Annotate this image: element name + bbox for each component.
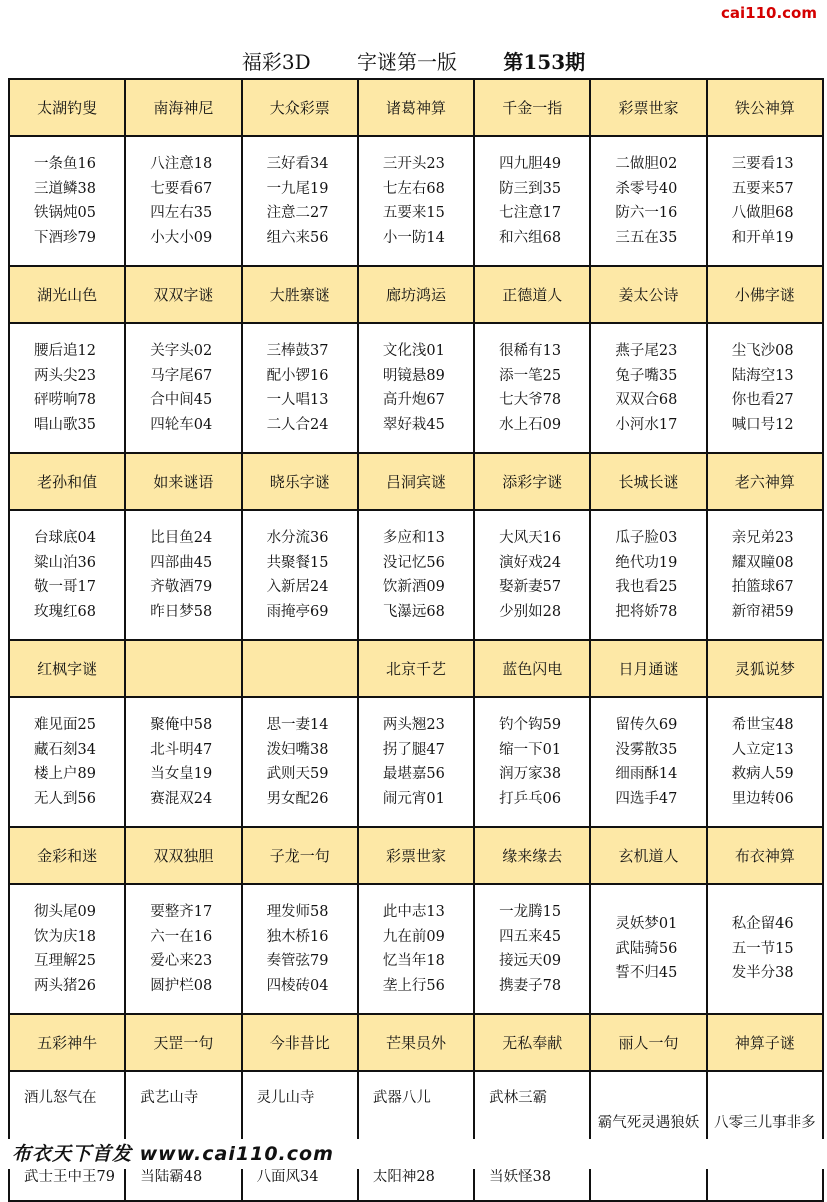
riddle-line: 添一笔25 — [499, 367, 562, 384]
riddle-lines — [126, 900, 240, 998]
riddle-poem — [126, 1086, 240, 1186]
riddle-line: 兔子嘴35 — [615, 367, 678, 384]
riddle-lines — [359, 339, 473, 437]
riddle-line: 聚俺中58 — [150, 717, 213, 733]
riddle-line: 要整齐17 — [150, 904, 213, 920]
riddle-line: 把将娇78 — [615, 603, 678, 620]
riddle-cell — [125, 697, 241, 827]
riddle-line: 台球底04 — [34, 530, 96, 546]
riddle-line: 打乒乓06 — [499, 790, 562, 807]
riddle-poem — [359, 1086, 473, 1186]
column-author: 南海神尼 — [125, 79, 241, 136]
riddle-line: 八注意18 — [150, 156, 213, 172]
column-author: 晓乐字谜 — [242, 453, 358, 510]
riddle-line: 齐敬酒79 — [150, 579, 213, 595]
riddle-cell — [242, 1071, 358, 1201]
riddle-line: 细雨酥14 — [615, 766, 678, 782]
riddle-line: 没雾散35 — [615, 741, 678, 758]
riddle-line: 耀双瞳08 — [731, 554, 794, 571]
riddle-cell — [9, 136, 125, 266]
column-author: 吕洞宾谜 — [358, 453, 474, 510]
riddle-line: 尘飞沙08 — [731, 343, 794, 359]
riddle-line: 一龙腾15 — [499, 904, 562, 920]
riddle-lines — [475, 713, 589, 811]
riddle-line: 拍篮球67 — [731, 579, 794, 595]
header-row — [9, 640, 823, 697]
riddle-line: 两头猪26 — [34, 977, 96, 994]
riddle-line: 雨掩亭69 — [266, 603, 329, 620]
riddle-cell — [474, 510, 590, 640]
riddle-line: 接远天09 — [499, 953, 562, 969]
riddle-cell — [707, 510, 823, 640]
column-author: 双双字谜 — [125, 266, 241, 323]
riddle-line: 娶新妻57 — [499, 579, 562, 595]
riddle-line: 三好看34 — [266, 156, 329, 172]
riddle-line: 九在前09 — [382, 928, 445, 945]
riddle-line: 瓜子脸03 — [615, 530, 678, 546]
column-author: 老六神算 — [707, 453, 823, 510]
riddle-line: 发半分38 — [731, 965, 794, 982]
column-author: 廊坊鸿运 — [358, 266, 474, 323]
riddle-line: 我也看25 — [615, 579, 678, 595]
riddle-line: 七注意17 — [499, 205, 562, 221]
riddle-cell — [9, 510, 125, 640]
riddle-line: 润万家38 — [499, 766, 562, 782]
riddle-line: 垄上行56 — [382, 977, 445, 994]
riddle-line: 当陆霸48 — [140, 1169, 203, 1185]
riddle-row — [9, 136, 823, 266]
riddle-line: 赛混双24 — [150, 790, 213, 807]
riddle-line: 飞瀑远68 — [382, 603, 445, 620]
column-author: 金彩和迷 — [9, 827, 125, 884]
riddle-cell — [474, 1071, 590, 1201]
riddle-line: 武则天59 — [266, 766, 329, 782]
riddle-line: 八做胆68 — [731, 205, 794, 221]
header-row — [9, 266, 823, 323]
riddle-line: 配小锣16 — [266, 367, 329, 384]
riddle-line: 没记忆56 — [382, 554, 445, 571]
riddle-line: 灵儿山寺 — [256, 1090, 315, 1106]
riddle-cell — [474, 136, 590, 266]
title-product: 福彩3D — [241, 50, 311, 74]
header-row — [9, 1014, 823, 1071]
riddle-lines — [243, 713, 357, 811]
riddle-line: 武士王中王79 — [24, 1169, 115, 1185]
riddle-line: 二人合24 — [266, 416, 329, 433]
column-author: 太湖钓叟 — [9, 79, 125, 136]
riddle-row — [9, 884, 823, 1014]
column-author: 姜太公诗 — [590, 266, 706, 323]
riddle-cell — [358, 510, 474, 640]
riddle-line: 当女皇19 — [150, 766, 213, 782]
riddle-line: 最堪嘉56 — [382, 766, 445, 782]
riddle-line: 燕子尾23 — [615, 343, 678, 359]
riddle-line: 八面风34 — [256, 1169, 319, 1185]
column-author: 彩票世家 — [590, 79, 706, 136]
riddle-cell — [707, 136, 823, 266]
column-author: 子龙一句 — [242, 827, 358, 884]
riddle-cell — [242, 884, 358, 1014]
column-author: 缘来缘去 — [474, 827, 590, 884]
riddle-line: 四左右35 — [150, 205, 213, 221]
riddle-line: 彻头尾09 — [34, 904, 96, 920]
site-logo: cai110.com — [721, 4, 817, 22]
riddle-lines — [591, 526, 705, 624]
riddle-lines — [591, 152, 705, 250]
title-issue: 第153期 — [503, 50, 586, 74]
riddle-cell — [9, 884, 125, 1014]
riddle-poem — [475, 1086, 589, 1186]
column-author: 芒果员外 — [358, 1014, 474, 1071]
column-author: 无私奉献 — [474, 1014, 590, 1071]
column-author: 大众彩票 — [242, 79, 358, 136]
riddle-line: 缩一下01 — [499, 741, 562, 758]
riddle-row — [9, 323, 823, 453]
riddle-line: 救病人59 — [731, 766, 794, 782]
riddle-line: 入新居24 — [266, 579, 329, 595]
riddle-line: 四部曲45 — [150, 554, 213, 571]
footer-banner: 布衣天下首发 www.cai110.com — [0, 1139, 827, 1169]
riddle-line: 三要看13 — [731, 156, 794, 172]
riddle-line: 七大爷78 — [499, 392, 562, 408]
riddle-line: 四轮车04 — [150, 416, 213, 433]
riddle-lines — [708, 526, 822, 624]
riddle-lines — [10, 339, 124, 437]
riddle-line: 七要看67 — [150, 180, 213, 197]
riddle-row — [9, 697, 823, 827]
riddle-line: 奏管弦79 — [266, 953, 329, 969]
riddle-line: 理发师58 — [266, 904, 329, 920]
column-author: 蓝色闪电 — [474, 640, 590, 697]
riddle-lines — [708, 152, 822, 250]
column-author: 长城长谜 — [590, 453, 706, 510]
riddle-line: 楼上户89 — [34, 766, 96, 782]
riddle-line: 二做胆02 — [615, 156, 678, 172]
riddle-lines — [10, 900, 124, 998]
riddle-line: 防三到35 — [499, 180, 562, 197]
column-author: 双双独胆 — [125, 827, 241, 884]
riddle-line: 七左右68 — [382, 180, 445, 197]
riddle-line: 喊口号12 — [731, 416, 794, 433]
riddle-lines — [475, 900, 589, 998]
column-author: 湖光山色 — [9, 266, 125, 323]
title-edition: 字谜第一版 — [357, 50, 457, 74]
riddle-poem — [243, 1086, 357, 1186]
riddle-line: 绝代功19 — [615, 554, 678, 571]
column-author: 灵狐说梦 — [707, 640, 823, 697]
riddle-line: 一人唱13 — [266, 392, 329, 408]
riddle-line: 共聚餐15 — [266, 554, 329, 571]
riddle-line: 三开头23 — [382, 156, 445, 172]
riddle-line: 互理解25 — [34, 953, 96, 969]
column-author: 老孙和值 — [9, 453, 125, 510]
riddle-line: 藏石刻34 — [34, 741, 96, 758]
riddle-line: 难见面25 — [34, 717, 96, 733]
riddle-lines — [126, 152, 240, 250]
riddle-cell — [242, 697, 358, 827]
riddle-line: 爱心来23 — [150, 953, 213, 969]
riddle-line: 两头翘23 — [382, 717, 445, 733]
riddle-line: 敬一哥17 — [34, 579, 96, 595]
riddle-line: 下酒珍79 — [34, 229, 96, 246]
riddle-line: 武陆骑56 — [615, 940, 678, 957]
riddle-cell — [590, 884, 706, 1014]
riddle-line: 酒儿怒气在 — [24, 1090, 97, 1106]
riddle-lines — [591, 713, 705, 811]
riddle-line: 防六一16 — [615, 205, 678, 221]
riddle-poem: 八零三儿事非多 — [714, 1115, 816, 1131]
riddle-cell — [125, 323, 241, 453]
riddle-line: 关字头02 — [150, 343, 213, 359]
riddle-line: 无人到56 — [34, 790, 96, 807]
riddle-line: 高升炮67 — [382, 392, 445, 408]
riddle-line: 注意二27 — [266, 205, 329, 221]
riddle-line: 武器八儿 — [372, 1090, 431, 1106]
riddle-line: 比目鱼24 — [150, 530, 213, 546]
riddle-line: 饮新酒09 — [382, 579, 445, 595]
riddle-line: 多应和13 — [382, 530, 445, 546]
riddle-cell — [125, 510, 241, 640]
riddle-lines — [708, 339, 822, 437]
riddle-line: 圆护栏08 — [150, 977, 213, 994]
riddle-line: 拐了腿47 — [382, 741, 445, 758]
riddle-line: 唱山歌35 — [34, 416, 96, 433]
riddle-lines — [243, 900, 357, 998]
riddle-line: 铁锅炖05 — [34, 205, 96, 221]
riddle-lines — [708, 912, 822, 986]
riddle-lines — [243, 526, 357, 624]
riddle-line: 双双合68 — [615, 392, 678, 408]
riddle-line: 里边转06 — [731, 790, 794, 807]
riddle-cell — [590, 697, 706, 827]
riddle-line: 五要来57 — [731, 180, 794, 197]
riddle-line: 水上石09 — [499, 416, 562, 433]
riddle-lines — [243, 152, 357, 250]
riddle-line: 五一节15 — [731, 940, 794, 957]
riddle-lines — [10, 713, 124, 811]
riddle-line: 忆当年18 — [382, 953, 445, 969]
column-author: 天罡一句 — [125, 1014, 241, 1071]
riddle-line: 小大小09 — [150, 229, 213, 246]
riddle-line: 四九胆49 — [499, 156, 562, 172]
header-row — [9, 79, 823, 136]
riddle-cell — [242, 136, 358, 266]
riddle-cell — [707, 323, 823, 453]
riddle-line: 合中间45 — [150, 392, 213, 408]
riddle-line: 昨日梦58 — [150, 603, 213, 620]
column-author: 布衣神算 — [707, 827, 823, 884]
column-author: 大胜寨谜 — [242, 266, 358, 323]
column-author: 正德道人 — [474, 266, 590, 323]
riddle-line: 钓个钩59 — [499, 717, 562, 733]
riddle-poem: 霸气死灵遇狼妖 — [597, 1115, 700, 1131]
column-author: 北京千艺 — [358, 640, 474, 697]
riddle-cell — [358, 884, 474, 1014]
riddle-lines — [10, 152, 124, 250]
riddle-line: 陆海空13 — [731, 367, 794, 384]
column-author: 丽人一句 — [590, 1014, 706, 1071]
riddle-line: 少别如28 — [499, 603, 562, 620]
column-author: 铁公神算 — [707, 79, 823, 136]
riddle-lines — [126, 526, 240, 624]
riddle-line: 男女配26 — [266, 790, 329, 807]
riddle-line: 小一防14 — [382, 229, 445, 246]
riddle-line: 粱山泊36 — [34, 554, 96, 571]
riddle-line: 四棱砖04 — [266, 977, 329, 994]
riddle-table — [8, 78, 824, 1202]
riddle-cell — [707, 697, 823, 827]
riddle-line: 武林三霸 — [489, 1090, 548, 1106]
riddle-line: 武艺山寺 — [140, 1090, 199, 1106]
riddle-cell — [9, 323, 125, 453]
riddle-line: 亲兄弟23 — [731, 530, 794, 546]
riddle-line: 六一在16 — [150, 928, 213, 945]
riddle-line: 小河水17 — [615, 416, 678, 433]
riddle-line: 新帘裙59 — [731, 603, 794, 620]
riddle-lines — [359, 900, 473, 998]
riddle-cell — [707, 1071, 823, 1201]
riddle-line: 灵妖梦01 — [615, 916, 678, 933]
riddle-line: 泼妇嘴38 — [266, 741, 329, 758]
riddle-lines — [10, 526, 124, 624]
riddle-cell — [242, 510, 358, 640]
riddle-cell — [474, 697, 590, 827]
riddle-lines — [126, 713, 240, 811]
riddle-lines — [591, 912, 705, 986]
column-author — [242, 640, 358, 697]
column-author: 五彩神牛 — [9, 1014, 125, 1071]
riddle-lines — [359, 526, 473, 624]
riddle-line: 一九尾19 — [266, 180, 329, 197]
riddle-line: 太阳神28 — [372, 1169, 435, 1185]
riddle-line: 誓不归45 — [615, 965, 678, 982]
riddle-lines — [708, 713, 822, 811]
riddle-line: 和开单19 — [731, 229, 794, 246]
riddle-cell — [125, 136, 241, 266]
page-title — [0, 46, 827, 75]
riddle-line: 此中志13 — [382, 904, 445, 920]
column-author — [125, 640, 241, 697]
riddle-lines — [475, 339, 589, 437]
riddle-line: 三五在35 — [615, 229, 678, 246]
riddle-line: 水分流36 — [266, 530, 329, 546]
column-author: 今非昔比 — [242, 1014, 358, 1071]
column-author: 日月通谜 — [590, 640, 706, 697]
column-author: 彩票世家 — [358, 827, 474, 884]
column-author: 添彩字谜 — [474, 453, 590, 510]
riddle-line: 和六组68 — [499, 229, 562, 246]
riddle-line: 四五来45 — [499, 928, 562, 945]
riddle-cell — [474, 884, 590, 1014]
riddle-line: 希世宝48 — [731, 717, 794, 733]
riddle-cell — [707, 884, 823, 1014]
riddle-poem — [10, 1086, 124, 1186]
riddle-line: 大风天16 — [499, 530, 562, 546]
riddle-cell — [590, 510, 706, 640]
column-author: 如来谜语 — [125, 453, 241, 510]
riddle-cell — [9, 697, 125, 827]
riddle-lines — [591, 339, 705, 437]
header-row — [9, 453, 823, 510]
riddle-line: 私企留46 — [731, 916, 794, 933]
riddle-line: 马字尾67 — [150, 367, 213, 384]
riddle-line: 五要来15 — [382, 205, 445, 221]
riddle-line: 腰后追12 — [34, 343, 96, 359]
riddle-line: 三道鳞38 — [34, 180, 96, 197]
riddle-cell — [358, 323, 474, 453]
riddle-row — [9, 510, 823, 640]
riddle-line: 闹元宵01 — [382, 790, 445, 807]
riddle-cell — [9, 1071, 125, 1201]
riddle-line: 独木桥16 — [266, 928, 329, 945]
column-author: 小佛字谜 — [707, 266, 823, 323]
riddle-lines — [243, 339, 357, 437]
riddle-cell — [358, 697, 474, 827]
riddle-line: 饮为庆18 — [34, 928, 96, 945]
riddle-line: 人立定13 — [731, 741, 794, 758]
column-author: 红枫字谜 — [9, 640, 125, 697]
riddle-lines — [359, 713, 473, 811]
riddle-line: 文化浅01 — [382, 343, 445, 359]
riddle-line: 四选手47 — [615, 790, 678, 807]
riddle-row — [9, 1071, 823, 1201]
riddle-line: 两头尖23 — [34, 367, 96, 384]
riddle-cell — [474, 323, 590, 453]
riddle-line: 携妻子78 — [499, 977, 562, 994]
column-author: 诸葛神算 — [358, 79, 474, 136]
riddle-line: 一条鱼16 — [34, 156, 96, 172]
column-author: 千金一指 — [474, 79, 590, 136]
riddle-line: 当妖怪38 — [489, 1169, 552, 1185]
riddle-cell — [590, 136, 706, 266]
riddle-cell — [358, 136, 474, 266]
riddle-line: 你也看27 — [731, 392, 794, 408]
riddle-line: 很稀有13 — [499, 343, 562, 359]
riddle-line: 组六来56 — [266, 229, 329, 246]
riddle-line: 留传久69 — [615, 717, 678, 733]
riddle-cell — [590, 323, 706, 453]
riddle-line: 明镜悬89 — [382, 367, 445, 384]
riddle-line: 翠好栽45 — [382, 416, 445, 433]
header-row — [9, 827, 823, 884]
riddle-lines — [475, 152, 589, 250]
riddle-lines — [475, 526, 589, 624]
column-author: 神算子谜 — [707, 1014, 823, 1071]
riddle-line: 思一妻14 — [266, 717, 329, 733]
riddle-lines — [359, 152, 473, 250]
column-author: 玄机道人 — [590, 827, 706, 884]
riddle-line: 玫瑰红68 — [34, 603, 96, 620]
riddle-lines — [126, 339, 240, 437]
riddle-line: 杀零号40 — [615, 180, 678, 197]
riddle-line: 演好戏24 — [499, 554, 562, 571]
riddle-cell — [242, 323, 358, 453]
riddle-cell — [358, 1071, 474, 1201]
riddle-cell — [125, 884, 241, 1014]
riddle-line: 三棒鼓37 — [266, 343, 329, 359]
riddle-line: 砰唠响78 — [34, 392, 96, 408]
riddle-cell — [590, 1071, 706, 1201]
riddle-cell — [125, 1071, 241, 1201]
riddle-line: 北斗明47 — [150, 741, 213, 758]
